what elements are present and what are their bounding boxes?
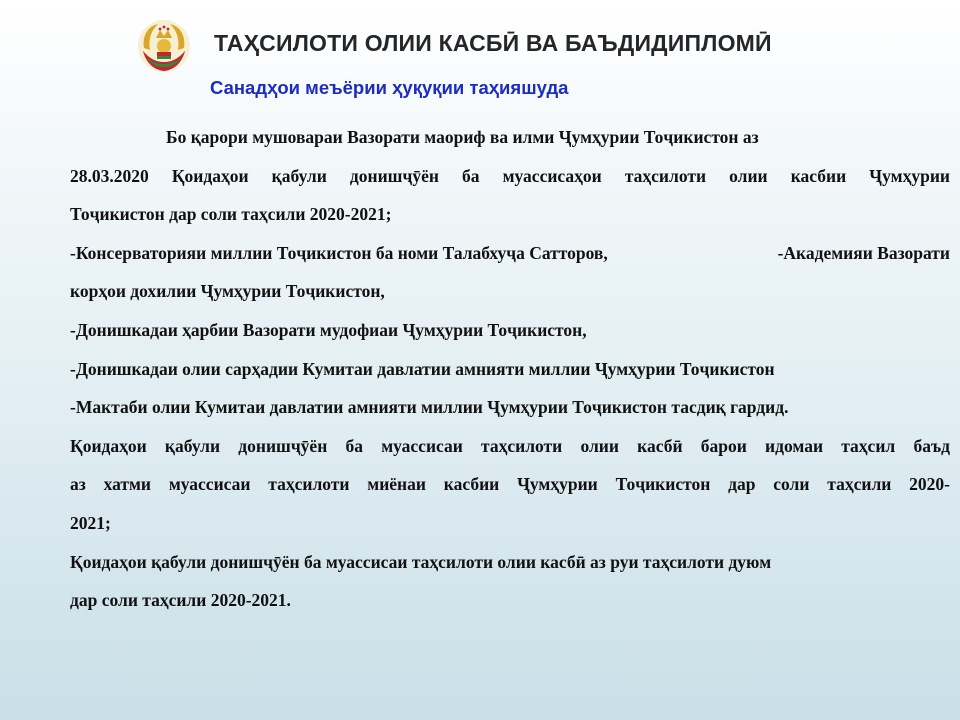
- paragraph-line: аз хатми муассисаи таҳсилоти миёнаи касбии Ҷумҳурии Тоҷикистон дар соли таҳсили 2020-: [70, 474, 950, 495]
- paragraph-line: 28.03.2020 Қоидаҳои қабули донишҷӯён ба муассисаҳои таҳсилоти олии касбии Ҷумҳурии: [70, 165, 950, 186]
- paragraph-line: корҳои дохилии Ҷумҳурии Тоҷикистон,: [70, 281, 385, 302]
- page-title: ТАҲСИЛОТИ ОЛИИ КАСБӢ ВА БАЪДИДИПЛОМӢ: [214, 30, 772, 56]
- paragraph-line: Қоидаҳои қабули донишҷӯён ба муассисаи таҳсилоти олии касбӣ барои идомаи таҳсил баъд: [70, 435, 950, 456]
- list-item: -Консерваторияи миллии Тоҷикистон ба номи Талабхуҷа Сатторов,: [70, 242, 608, 263]
- paragraph-line: Қоидаҳои қабули донишҷӯён ба муассисаи таҳсилоти олии касбӣ аз руи таҳсилоти дуюм: [70, 551, 772, 572]
- tajikistan-coat-of-arms-icon: [136, 18, 192, 74]
- list-item: -Донишкадаи олии сарҳадии Кумитаи давлатии амнияти миллии Ҷумҳурии Тоҷикистон: [70, 358, 775, 379]
- paragraph-line: дар соли таҳсили 2020-2021.: [70, 590, 291, 611]
- list-item: -Мактаби олии Кумитаи давлатии амнияти миллии Ҷумҳурии Тоҷикистон тасдиқ гардид.: [70, 397, 789, 418]
- page-subtitle: Санадҳои меъёрии ҳуқуқии таҳияшуда: [210, 77, 569, 98]
- list-item: -Академияи Вазорати: [777, 242, 950, 263]
- paragraph-line: Тоҷикистон дар соли таҳсили 2020-2021;: [70, 204, 392, 225]
- paragraph-line: Бо қарори мушовараи Вазорати маориф ва илми Ҷумҳурии Тоҷикистон аз: [166, 127, 759, 147]
- document-body: [70, 118, 950, 620]
- paragraph-line: [70, 234, 950, 273]
- list-item: -Донишкадаи ҳарбии Вазорати мудофиаи Ҷумҳурии Тоҷикистон,: [70, 319, 587, 340]
- paragraph-line: 2021;: [70, 512, 111, 533]
